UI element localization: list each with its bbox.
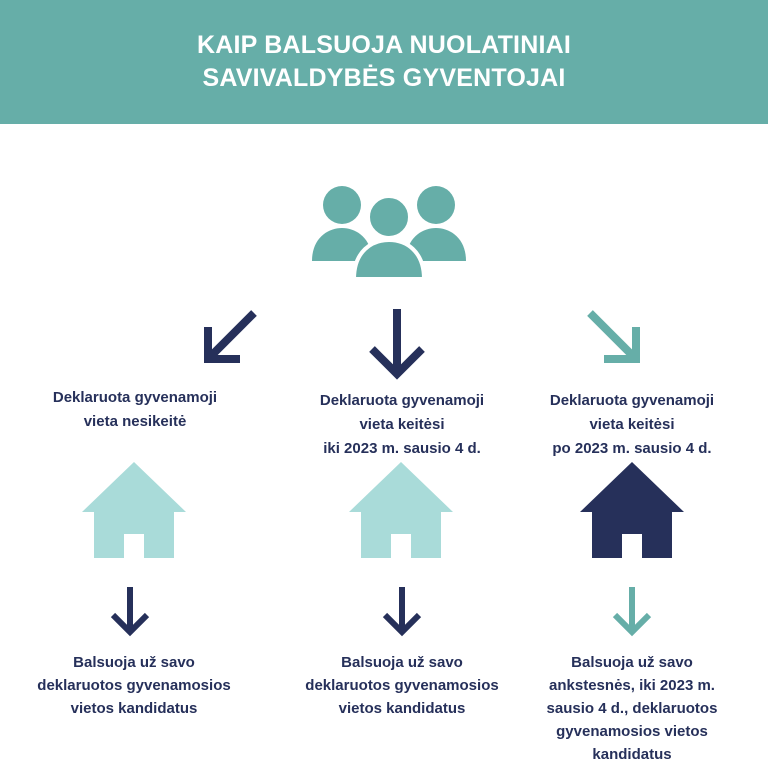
result-text-1 (24, 651, 244, 720)
condition-label-1 (15, 386, 255, 434)
result-line: deklaruotos gyvenamosios (37, 677, 231, 694)
condition-line: vieta keitėsi (589, 416, 675, 433)
people-group-icon (308, 183, 470, 279)
house-icon (580, 462, 684, 558)
condition-line: vieta nesikeitė (83, 413, 187, 430)
arrow-down-icon (107, 585, 153, 637)
result-line: ankstesnės, iki 2023 m. (549, 677, 715, 694)
result-line: kandidatus (592, 746, 672, 763)
condition-line: iki 2023 m. sausio 4 d. (323, 440, 481, 457)
result-line: gyvenamosios vietos (556, 723, 708, 740)
arrow-down-icon (379, 585, 425, 637)
condition-line: Deklaruota gyvenamoji (319, 392, 485, 409)
result-line: Balsuoja už savo (341, 654, 463, 671)
result-line: sausio 4 d., deklaruotos (546, 700, 718, 717)
result-line: vietos kandidatus (338, 700, 466, 717)
house-icon (349, 462, 453, 558)
arrow-down-left-icon (196, 305, 266, 385)
result-text-3 (522, 651, 742, 766)
house-icon (82, 462, 186, 558)
arrow-down-icon (362, 305, 432, 385)
condition-label-3 (512, 389, 752, 461)
condition-line: Deklaruota gyvenamoji (52, 389, 218, 406)
result-line: vietos kandidatus (70, 700, 198, 717)
condition-label-2 (282, 389, 522, 461)
header-banner (0, 0, 768, 124)
title-line-2: SAVIVALDYBĖS GYVENTOJAI (202, 64, 566, 92)
result-line: Balsuoja už savo (73, 654, 195, 671)
arrow-down-icon (609, 585, 655, 637)
arrow-down-right-icon (578, 305, 648, 385)
title-line-1: KAIP BALSUOJA NUOLATINIAI (197, 31, 571, 59)
condition-line: po 2023 m. sausio 4 d. (552, 440, 712, 457)
result-line: deklaruotos gyvenamosios (305, 677, 499, 694)
condition-line: Deklaruota gyvenamoji (549, 392, 715, 409)
result-line: Balsuoja už savo (571, 654, 693, 671)
condition-line: vieta keitėsi (359, 416, 445, 433)
result-text-2 (292, 651, 512, 720)
